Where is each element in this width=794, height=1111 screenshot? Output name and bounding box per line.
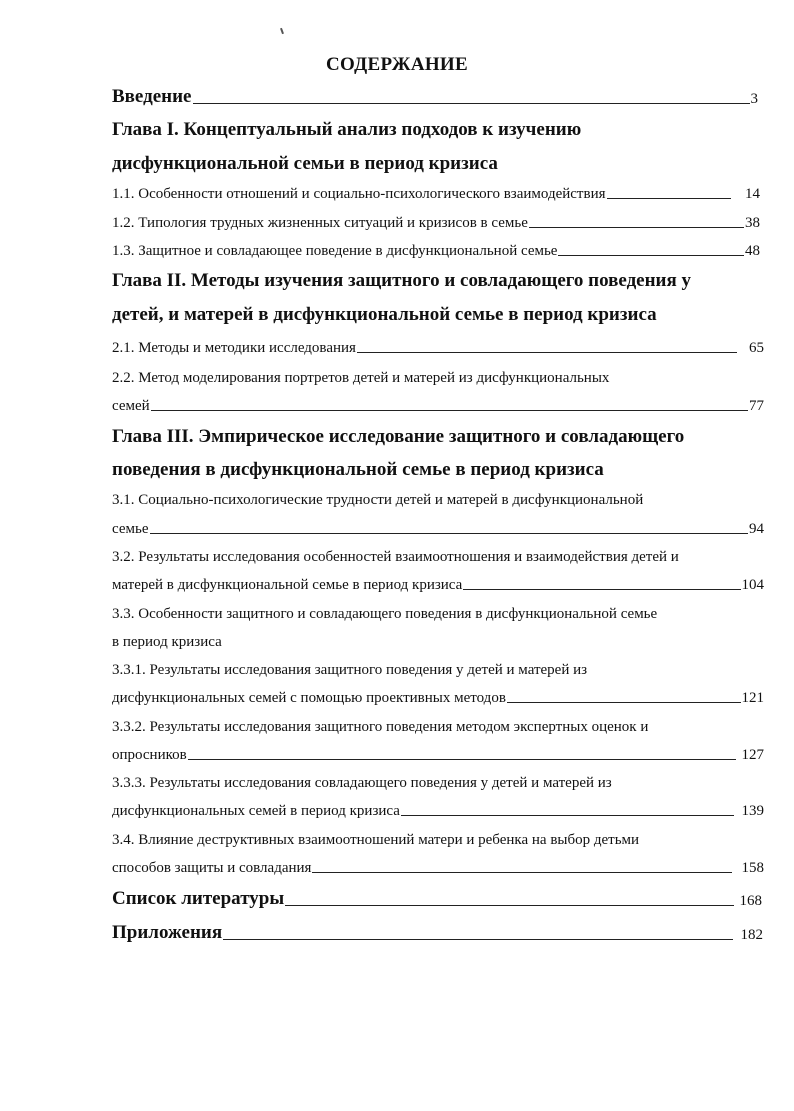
toc-entry-3-4[interactable] [112, 860, 764, 877]
toc-leader [357, 352, 737, 353]
toc-leader [151, 410, 748, 411]
chapter-3-heading-line1: Глава III. Эмпирическое исследование защитного и совладающего [112, 426, 685, 447]
toc-entry-3-3-2[interactable] [112, 747, 764, 764]
toc-leader [193, 103, 750, 104]
chapter-1-heading-line2: дисфункциональной семьи в период кризиса [112, 153, 498, 174]
chapter-3-heading-line2: поведения в дисфункциональной семье в период кризиса [112, 459, 604, 480]
toc-leader [150, 533, 749, 534]
toc-entry-intro[interactable] [112, 86, 758, 108]
toc-label: Список литературы [112, 888, 285, 909]
toc-entry-3-4-line1: 3.4. Влияние деструктивных взаимоотношений матери и ребенка на выбор детьми [112, 832, 640, 848]
toc-label: семей [112, 398, 150, 414]
toc-label: способов защиты и совладания [112, 860, 312, 876]
toc-leader [507, 702, 741, 703]
toc-label: 2.1. Методы и методики исследования [112, 340, 356, 356]
chapter-2-heading-line1: Глава II. Методы изучения защитного и совладающего поведения у [112, 270, 692, 291]
toc-label: 1.3. Защитное и совладающее поведение в дисфункциональной семье [112, 243, 558, 259]
toc-page: 3 [750, 91, 758, 107]
toc-entry-appendices[interactable] [112, 922, 763, 944]
toc-label: дисфункциональных семей в период кризиса [112, 803, 400, 819]
toc-entry-references[interactable] [112, 888, 762, 910]
toc-leader [463, 589, 740, 590]
toc-page: 168 [739, 893, 762, 909]
toc-entry-3-3-1[interactable] [112, 690, 764, 707]
toc-entry-3-1[interactable] [112, 521, 764, 538]
toc-entry-3-3-3[interactable] [112, 803, 764, 820]
toc-leader [529, 227, 744, 228]
toc-leader [188, 759, 736, 760]
toc-label: матерей в дисфункциональной семье в период кризиса [112, 577, 463, 593]
toc-label: семье [112, 521, 149, 537]
toc-entry-3-3-line1: 3.3. Особенности защитного и совладающего поведения в дисфункциональной семье [112, 606, 658, 622]
toc-page: 38 [745, 215, 760, 231]
toc-entry-3-2[interactable] [112, 577, 764, 594]
toc-entry-1-1[interactable] [112, 186, 760, 203]
toc-label: 1.1. Особенности отношений и социально-психологического взаимодействия [112, 186, 606, 202]
toc-leader [285, 905, 733, 906]
toc-leader [401, 815, 734, 816]
toc-leader [607, 198, 732, 199]
toc-entry-3-2-line1: 3.2. Результаты исследования особенностей взаимоотношения и взаимодействия детей и [112, 549, 679, 565]
toc-entry-2-2-line1: 2.2. Метод моделирования портретов детей и матерей из дисфункциональных [112, 370, 610, 386]
toc-entry-2-1[interactable] [112, 340, 764, 357]
page-title: СОДЕРЖАНИЕ [326, 54, 468, 75]
toc-leader [558, 255, 744, 256]
scan-speck [280, 28, 284, 34]
toc-page: 65 [749, 340, 764, 356]
chapter-1-heading-line1: Глава I. Концептуальный анализ подходов к изучению [112, 119, 582, 140]
chapter-2-heading-line2: детей, и матерей в дисфункциональной семье в период кризиса [112, 304, 657, 325]
toc-entry-3-3-3-line1: 3.3.3. Результаты исследования совладающего поведения у детей и матерей из [112, 775, 612, 791]
toc-leader [312, 872, 731, 873]
toc-label: Приложения [112, 922, 223, 943]
toc-label: 1.2. Типология трудных жизненных ситуаций и кризисов в семье [112, 215, 528, 231]
toc-label: дисфункциональных семей с помощью проективных методов [112, 690, 506, 706]
toc-entry-3-3-1-line1: 3.3.1. Результаты исследования защитного поведения у детей и матерей из [112, 662, 588, 678]
toc-label: Введение [112, 86, 192, 107]
toc-page: 121 [741, 690, 764, 706]
toc-entry-1-3[interactable] [112, 243, 760, 260]
toc-leader [223, 939, 732, 940]
toc-entry-2-2[interactable] [112, 398, 764, 415]
toc-entry-3-3-line2[interactable]: в период кризиса [112, 634, 222, 650]
toc-page: 158 [741, 860, 764, 876]
toc-entry-3-3-2-line1: 3.3.2. Результаты исследования защитного поведения методом экспертных оценок и [112, 719, 649, 735]
toc-page: 14 [745, 186, 760, 202]
toc-label: опросников [112, 747, 187, 763]
toc-page: 77 [749, 398, 764, 414]
toc-entry-3-1-line1: 3.1. Социально-психологические трудности детей и матерей в дисфункциональной [112, 492, 644, 508]
toc-page: 48 [745, 243, 760, 259]
toc-page: 139 [741, 803, 764, 819]
toc-page: 127 [741, 747, 764, 763]
toc-page: 182 [740, 927, 763, 943]
toc-page: 94 [749, 521, 764, 537]
toc-page: 104 [741, 577, 764, 593]
toc-entry-1-2[interactable] [112, 215, 760, 232]
